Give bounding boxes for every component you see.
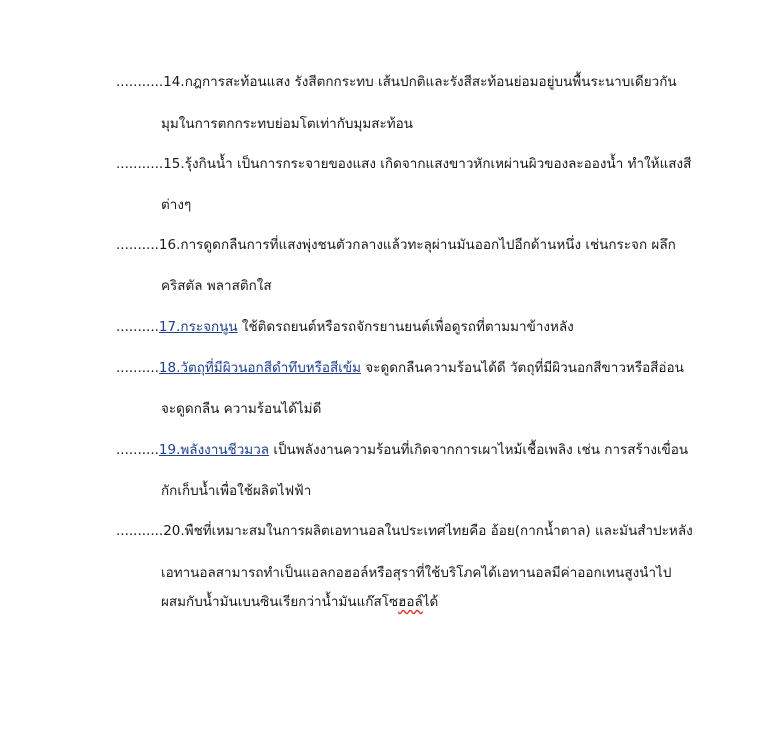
item-20-text-3: ผสมกับน้ำมันเบนซินเรียกว่าน้ำมันแก๊สโซ	[161, 594, 399, 610]
item-15-leader-dots: ...........	[116, 156, 164, 172]
item-16-line-2	[161, 276, 272, 296]
spellcheck-flagged-word[interactable]: ฮอล์	[398, 594, 423, 610]
item-14-text-1: กฎการสะท้อนแสง รังสีตกกระทบ เส้นปกติและรังสีสะท้อนย่อมอยู่บนพื้นระนาบเดียวกัน	[184, 74, 677, 90]
item-16-text-1: การดูดกลืนการที่แสงพุ่งชนตัวกลางแล้วทะลุผ่านมันออกไปอีกด้านหนึ่ง เช่นกระจก ผลึก	[180, 237, 676, 253]
item-20-text-3-end: ได้	[422, 594, 439, 610]
item-20-text-1: พืชที่เหมาะสมในการผลิตเอทานอลในประเทศไทยคือ อ้อย(กากน้ำตาล) และมันสำปะหลัง	[184, 523, 693, 539]
item-14-leader-dots: ...........	[116, 74, 164, 90]
item-16-number: 16.	[158, 237, 181, 253]
item-19-text-2: กักเก็บน้ำเพื่อใช้ผลิตไฟฟ้า	[161, 483, 312, 499]
item-17-link[interactable]: 17.กระจกนูน	[158, 319, 238, 335]
item-14-number: 14.	[163, 74, 185, 90]
item-17-leader-dots: ..........	[116, 319, 159, 335]
item-18-leader-dots: ..........	[116, 360, 159, 376]
item-20-line-1	[116, 521, 693, 541]
item-18-line-2	[161, 399, 321, 419]
item-16-leader-dots: ..........	[116, 237, 159, 253]
item-18-text-1: จะดูดกลืนความร้อนได้ดี วัตถุที่มีผิวนอกสีขาวหรือสีอ่อน	[361, 360, 684, 376]
item-19-line-2	[161, 481, 311, 501]
item-19-link[interactable]: 19.พลังงานชีวมวล	[158, 442, 270, 458]
item-17-text-1: ใช้ติดรถยนต์หรือรถจักรยานยนต์เพื่อดูรถที่ตามมาข้างหลัง	[237, 319, 574, 335]
item-20-number: 20.	[163, 523, 185, 539]
item-20-line-2	[161, 563, 671, 583]
item-20-leader-dots: ...........	[116, 523, 164, 539]
item-20-text-2: เอทานอลสามารถทำเป็นแอลกอฮอล์หรือสุราที่ใช้บริโภคได้เอทานอลมีค่าออกเทนสูงนำไป	[161, 565, 672, 581]
item-15-line-2	[161, 195, 191, 215]
item-15-line-1	[116, 154, 691, 174]
item-18-link[interactable]: 18.วัตถุที่มีผิวนอกสีดำทึบหรือสีเข้ม	[158, 360, 362, 376]
item-16-line-1	[116, 235, 676, 255]
item-14-line-1	[116, 72, 677, 92]
item-17-line-1	[116, 317, 574, 337]
item-15-text-1: รุ้งกินน้ำ เป็นการกระจายของแสง เกิดจากแสงขาวหักเหผ่านผิวของละอองน้ำ ทำให้แสงสี	[184, 156, 692, 172]
item-19-text-1: เป็นพลังงานความร้อนที่เกิดจากการเผาไหม้เชื้อเพลิง เช่น การสร้างเขื่อน	[269, 442, 689, 458]
item-15-text-2: ต่างๆ	[161, 197, 192, 213]
item-19-line-1	[116, 440, 688, 460]
item-14-text-2: มุมในการตกกระทบย่อมโตเท่ากับมุมสะท้อน	[161, 116, 414, 132]
item-14-line-2	[161, 114, 413, 134]
item-18-line-1	[116, 358, 684, 378]
item-20-line-3	[161, 592, 438, 612]
item-18-text-2: จะดูดกลืน ความร้อนได้ไม่ดี	[161, 401, 322, 417]
item-15-number: 15.	[163, 156, 185, 172]
item-19-leader-dots: ..........	[116, 442, 159, 458]
item-16-text-2: คริสตัล พลาสติกใส	[161, 278, 272, 294]
